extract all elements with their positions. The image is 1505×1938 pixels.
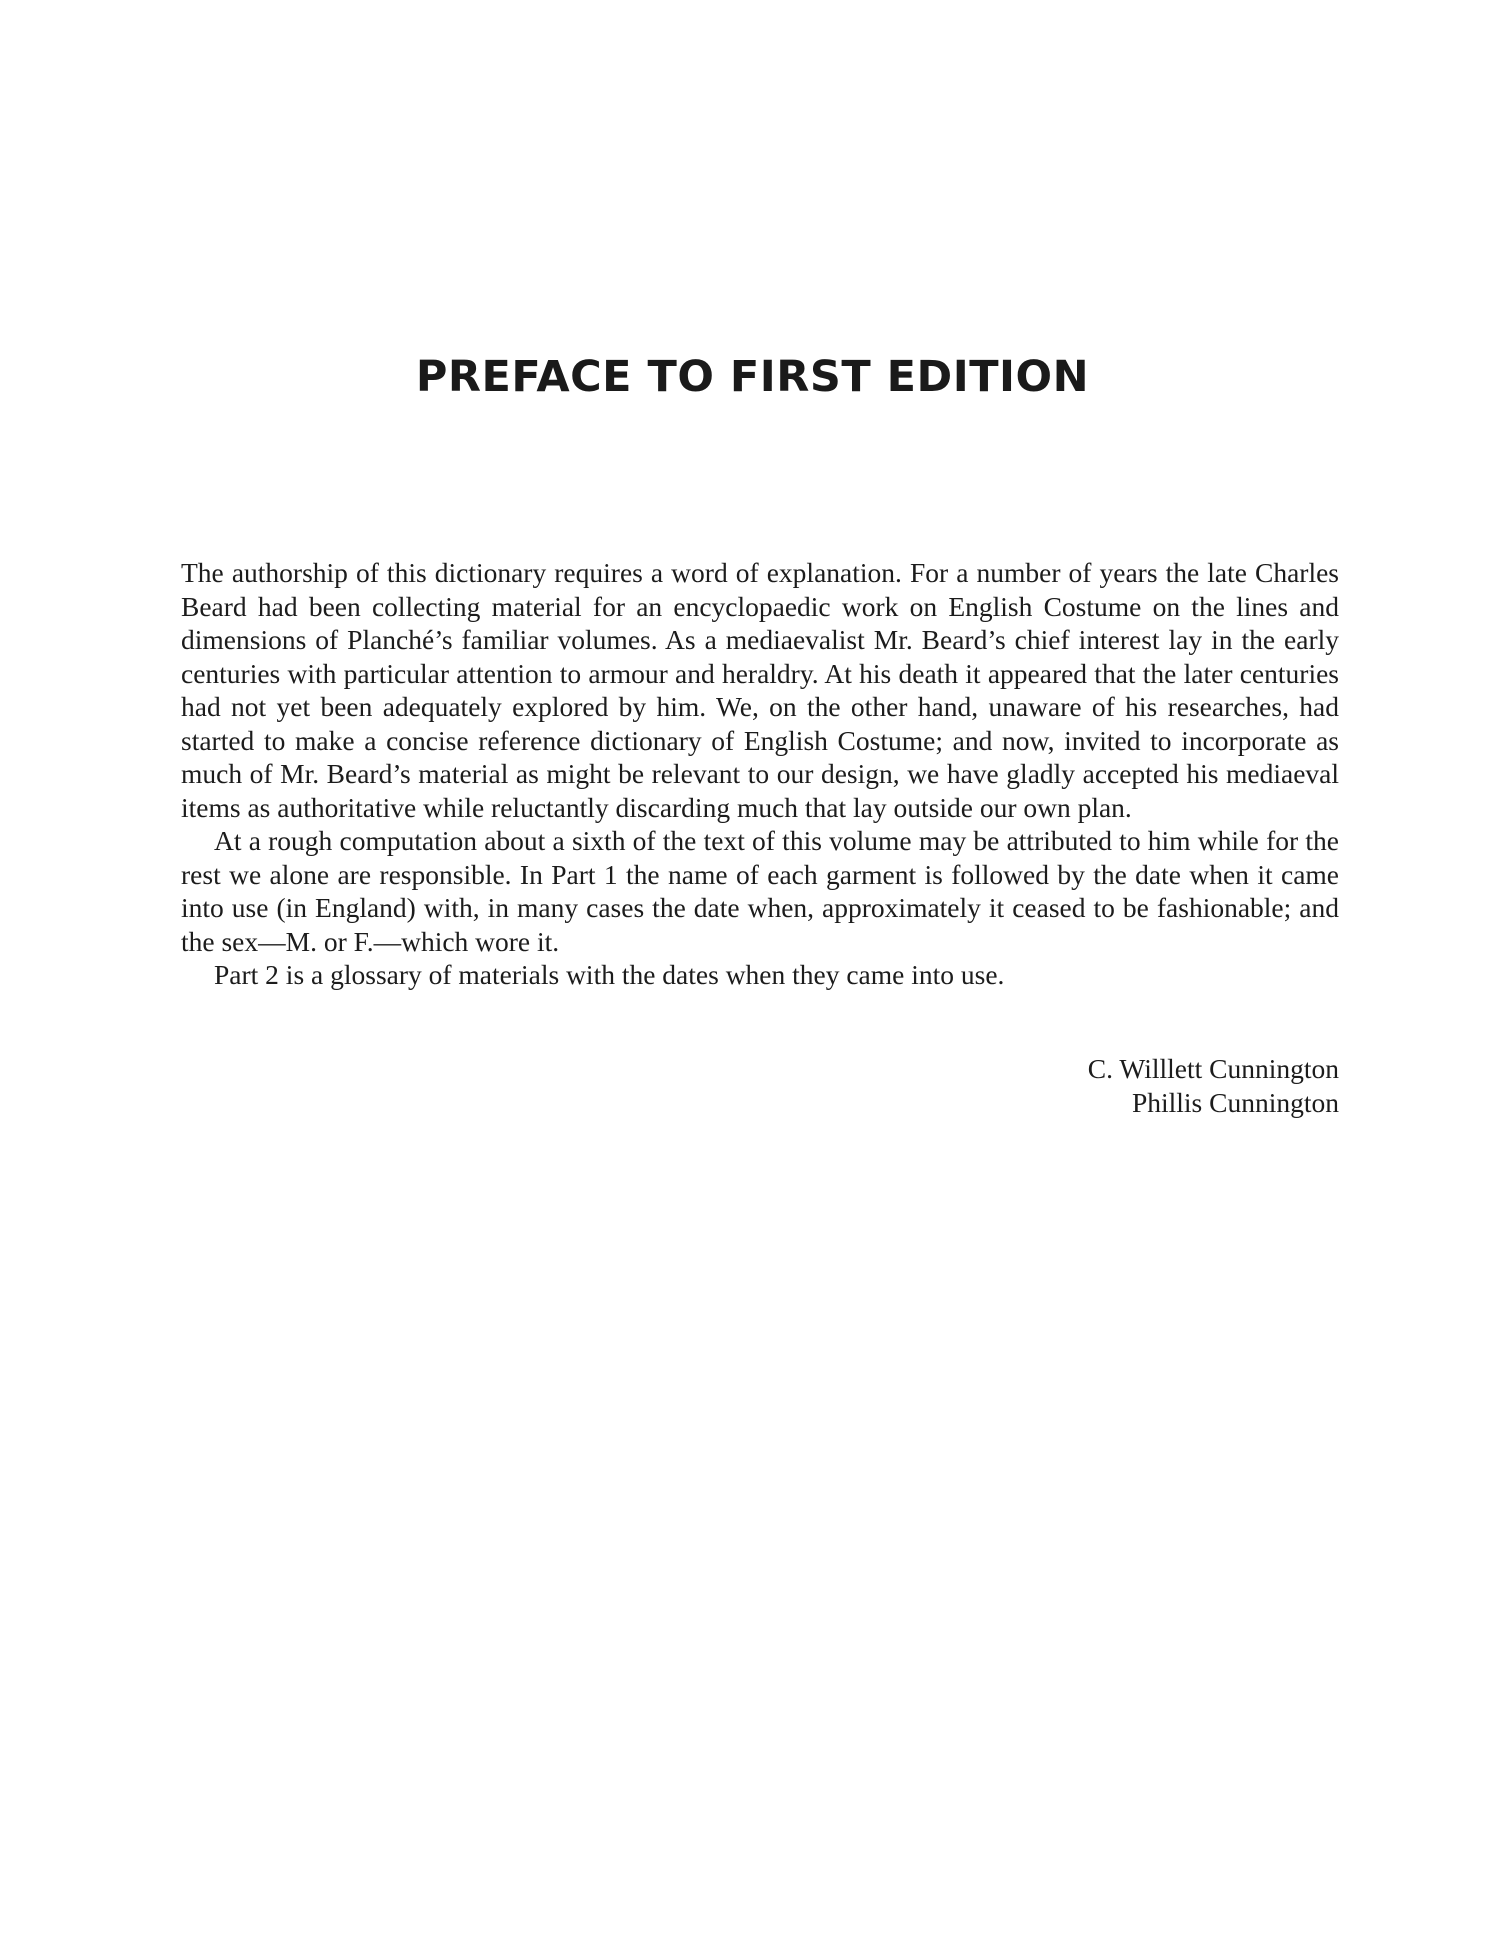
preface-body <box>181 556 1339 992</box>
page-title: PREFACE TO FIRST EDITION <box>415 352 1090 402</box>
paragraph-2: At a rough computation about a sixth of the text of this volume may be attributed to him while for the rest we alone are responsible. In Part 1 the name of each garment is followed by the date when it came into use (in England) with, in many cases the date when, approximately it ceased to be fashionable; and the sex—M. or F.—which wore it. <box>181 825 1339 957</box>
signature-author-2: Phillis Cunnington <box>1131 1086 1339 1118</box>
paragraph-3: Part 2 is a glossary of materials with the dates when they came into use. <box>214 959 1005 990</box>
paragraph-1: The authorship of this dictionary requires a word of explanation. For a number of years the late Charles Beard had been collecting material for an encyclopaedic work on English Costume on the lines and dimensions of Planché’s familiar volumes. As a mediaevalist Mr. Beard’s chief interest lay in the early centuries with particular attention to armour and heraldry. At his death it appeared that the later centuries had not yet been adequately explored by him. We, on the other hand, unaware of his researches, had started to make a concise reference dictionary of English Costume; and now, invited to incorporate as much of Mr. Beard’s material as might be relevant to our design, we have gladly accepted his mediaeval items as authoritative while reluctantly discarding much that lay outside our own plan. <box>181 557 1339 823</box>
signature-author-1: C. Willlett Cunnington <box>1087 1053 1339 1084</box>
signature-block <box>181 1052 1339 1119</box>
